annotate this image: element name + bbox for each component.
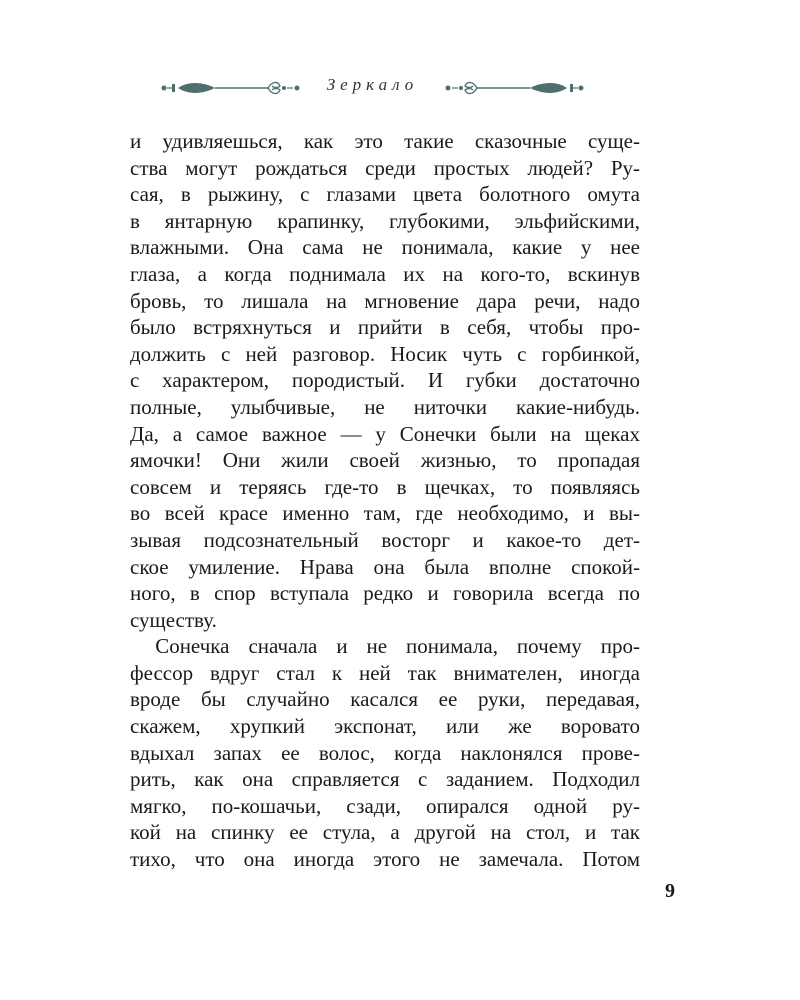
text-line: было встряхнуться и прийти в себя, чтобы про- <box>130 315 640 340</box>
text-line: вдыхал запах ее волос, когда наклонялся прове- <box>130 740 640 765</box>
text-line: Сонечка сначала и не понимала, почему про- <box>155 634 640 659</box>
text-line: ское умиление. Нрава она была вполне спокой- <box>130 554 640 579</box>
paragraph-2 <box>130 633 640 872</box>
text-line: полные, улыбчивые, не ниточки какие-нибудь. <box>130 394 640 419</box>
text-line: ного, в спор вступала редко и говорила всегда по <box>130 581 640 606</box>
text-line: мягко, по-кошачьи, сзади, опирался одной ру- <box>130 793 640 818</box>
text-line: кой на спинку ее стула, а другой на стол, и так <box>130 820 640 845</box>
text-line: ямочки! Они жили своей жизнью, то пропадая <box>130 448 640 473</box>
text-line: вроде бы случайно касался ее руки, передавая, <box>130 687 640 712</box>
text-line: с характером, породистый. И губки достаточно <box>130 368 640 393</box>
text-line: существу. <box>130 607 217 632</box>
text-line: фессор вдруг стал к ней так внимателен, иногда <box>130 660 640 685</box>
text-line: ства могут рождаться среди простых людей? Ру- <box>130 155 640 180</box>
body-text <box>130 128 640 873</box>
text-line: Да, а самое важное — у Сонечки были на щеках <box>130 421 640 446</box>
text-line: скажем, хрупкий экспонат, или же воровато <box>130 714 640 739</box>
running-header <box>160 72 630 104</box>
paragraph-1 <box>130 128 640 633</box>
text-line: глаза, а когда поднимала их на кого-то, вскинув <box>130 261 640 286</box>
text-line: бровь, то лишала на мгновение дара речи, надо <box>130 288 640 313</box>
text-line: и удивляешься, как это такие сказочные суще- <box>130 129 640 153</box>
running-title: Зеркало <box>326 75 419 94</box>
text-line: влажными. Она сама не понимала, какие у нее <box>130 235 640 260</box>
flourish-ornament-right-icon <box>440 77 585 99</box>
text-line: должить с ней разговор. Носик чуть с горбинкой, <box>130 341 640 366</box>
text-line: в янтарную крапинку, глубокими, эльфийскими, <box>130 208 640 233</box>
page-number: 9 <box>665 880 675 902</box>
text-line: тихо, что она иногда этого не замечала. Потом <box>130 847 640 872</box>
flourish-ornament-left-icon <box>160 77 305 99</box>
text-line: рить, как она справляется с заданием. Подходил <box>130 767 640 792</box>
text-line: зывая подсознательный восторг и какое-то дет- <box>130 527 640 552</box>
text-line: сая, в рыжину, с глазами цвета болотного омута <box>130 182 640 207</box>
text-line: совсем и теряясь где-то в щечках, то появляясь <box>130 474 640 499</box>
text-line: во всей красе именно там, где необходимо, и вы- <box>130 501 640 526</box>
